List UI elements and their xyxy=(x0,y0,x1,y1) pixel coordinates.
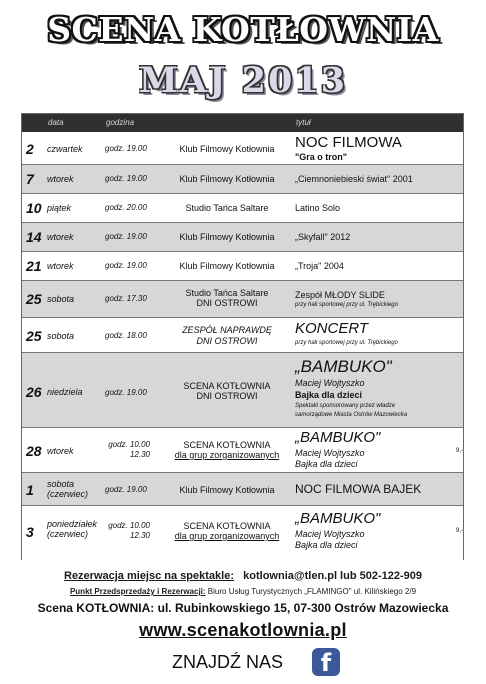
row-event-title: KONCERT xyxy=(295,320,369,337)
row-day: 10 xyxy=(26,200,42,216)
poster-title: SCENA KOTŁOWNIA xyxy=(47,10,439,49)
table-row xyxy=(22,165,463,194)
row-weekday-note: (czerwiec) xyxy=(47,529,89,539)
poster-month: MAJ 2013 xyxy=(138,60,348,101)
row-event-title: NOC FILMOWA xyxy=(295,134,402,151)
table-row xyxy=(22,428,463,473)
row-weekday: wtorek xyxy=(47,446,74,456)
row-event-title: „BAMBUKO" xyxy=(295,510,381,527)
row-day: 21 xyxy=(26,258,42,274)
row-event-title: Latino Solo xyxy=(295,203,341,213)
row-weekday: wtorek xyxy=(47,261,74,271)
col-title: tytuł xyxy=(296,118,311,127)
row-time: godz. 10.00 xyxy=(108,521,150,530)
reservation-line xyxy=(0,570,486,582)
table-row xyxy=(22,252,463,281)
col-time: godzina xyxy=(106,118,135,127)
table-row xyxy=(22,223,463,252)
row-place-note: DNI OSTROWI xyxy=(196,298,258,308)
row-day: 14 xyxy=(26,229,42,245)
row-event-subtitle: Bajka dla dzieci xyxy=(295,540,358,550)
table-row xyxy=(22,506,463,560)
row-event-author: Maciej Wojtyszko xyxy=(295,529,365,539)
table-header xyxy=(22,114,463,132)
row-event-title: „BAMBUKO" xyxy=(295,429,381,446)
row-time: godz. 19.00 xyxy=(105,485,147,494)
row-event-subtitle: Bajka dla dzieci xyxy=(295,390,363,400)
row-event-note: samorządowe Miasta Ostrów Mazowiecka xyxy=(295,412,408,418)
row-weekday: wtorek xyxy=(47,174,74,184)
schedule-table xyxy=(21,113,464,560)
row-time: godz. 19.00 xyxy=(105,388,147,397)
row-event-title: „Ciemnoniebieski świat" 2001 xyxy=(295,174,413,184)
row-place: SCENA KOTŁOWNIA xyxy=(183,440,271,450)
row-time: 12.30 xyxy=(129,531,150,540)
row-weekday: wtorek xyxy=(47,232,74,242)
row-day: 28 xyxy=(26,443,42,459)
row-place: Klub Filmowy Kotłownia xyxy=(179,261,275,271)
row-place: SCENA KOTŁOWNIA xyxy=(183,381,271,391)
row-place-note: dla grup zorganizowanych xyxy=(174,450,280,460)
row-time: 12.30 xyxy=(129,450,150,459)
row-event-title: „BAMBUKO" xyxy=(295,357,392,376)
row-event-title: „Troja" 2004 xyxy=(295,261,344,271)
row-event-note: przy hali sportowej przy ul. Trębickiego xyxy=(295,340,398,346)
row-event-author: Maciej Wojtyszko xyxy=(295,378,365,388)
row-event-subtitle: "Gra o tron" xyxy=(295,152,348,162)
row-place: Klub Filmowy Kotłownia xyxy=(179,144,275,154)
row-place: SCENA KOTŁOWNIA xyxy=(183,521,271,531)
row-weekday-note: (czerwiec) xyxy=(47,489,89,499)
row-day: 25 xyxy=(26,291,42,307)
row-place: ZESPÓŁ NAPRAWDĘ xyxy=(182,325,272,335)
row-event-subtitle: Bajka dla dzieci xyxy=(295,459,358,469)
table-row xyxy=(22,132,463,165)
reservation-contact[interactable]: kotlownia@tlen.pl lub 502-122-909 xyxy=(243,570,422,582)
website-link[interactable]: www.scenakotlownia.pl xyxy=(139,620,347,640)
row-place: Klub Filmowy Kotłownia xyxy=(179,232,275,242)
row-time: godz. 10.00 xyxy=(108,440,150,449)
table-row xyxy=(22,318,463,353)
row-event-author: Maciej Wojtyszko xyxy=(295,448,365,458)
row-weekday: sobota xyxy=(47,294,75,304)
row-event-note: Spektakl sponsorowany przez władze xyxy=(295,403,396,409)
presale-line xyxy=(0,587,486,596)
row-event-title: „Skyfall" 2012 xyxy=(295,232,351,242)
row-place-note: DNI OSTROWI xyxy=(196,391,258,401)
row-day: 3 xyxy=(26,524,34,540)
row-time: godz. 19.00 xyxy=(105,261,147,270)
row-event-note: przy hali sportowej przy ul. Trębickiego xyxy=(295,302,398,308)
row-event-title: Zespół MŁODY SLIDE xyxy=(295,290,385,300)
row-weekday: sobota xyxy=(47,479,75,489)
row-place: Klub Filmowy Kotłownia xyxy=(179,174,275,184)
row-weekday: poniedziałek xyxy=(47,519,98,529)
row-place: Studio Tańca Saltare xyxy=(185,203,269,213)
row-time: godz. 18.00 xyxy=(105,331,147,340)
table-row xyxy=(22,194,463,223)
row-day: 1 xyxy=(26,482,34,498)
venue-address: Scena KOTŁOWNIA: ul. Rubinkowskiego 15, 07-300 Ostrów Mazowiecka xyxy=(37,601,449,615)
row-day: 26 xyxy=(26,384,42,400)
row-place: Klub Filmowy Kotłownia xyxy=(179,485,275,495)
row-weekday: piątek xyxy=(47,203,72,213)
row-weekday: niedziela xyxy=(47,387,83,397)
row-price: 9,- xyxy=(456,448,464,454)
facebook-icon[interactable]: f xyxy=(312,648,340,676)
reservation-label: Rezerwacja miejsc na spektakle: xyxy=(64,570,234,582)
row-place-note: DNI OSTROWI xyxy=(196,336,258,346)
row-weekday: czwartek xyxy=(47,144,83,154)
row-event-title: NOC FILMOWA BAJEK xyxy=(295,482,422,496)
row-day: 25 xyxy=(26,328,42,344)
row-weekday: sobota xyxy=(47,331,75,341)
table-row xyxy=(22,281,463,318)
row-time: godz. 20.00 xyxy=(105,203,147,212)
table-row xyxy=(22,473,463,506)
find-us-label: ZNAJDŹ NAS xyxy=(172,652,284,672)
presale-text: Biuro Usług Turystycznych „FLAMINGO" ul. Kilińskiego 2/9 xyxy=(207,587,417,596)
row-time: godz. 19.00 xyxy=(105,144,147,153)
row-place: Studio Tańca Saltare xyxy=(185,288,269,298)
row-day: 2 xyxy=(26,141,34,157)
table-row xyxy=(22,353,463,428)
row-place-note: dla grup zorganizowanych xyxy=(174,531,280,541)
row-price: 9,- xyxy=(456,528,464,534)
col-date: data xyxy=(48,118,64,127)
row-time: godz. 17.30 xyxy=(105,294,147,303)
row-day: 7 xyxy=(26,171,34,187)
presale-label: Punkt Przedsprzedaży i Rezerwacji: xyxy=(69,587,206,596)
find-us-section xyxy=(0,648,486,680)
row-time: godz. 19.00 xyxy=(105,174,147,183)
row-time: godz. 19.00 xyxy=(105,232,147,241)
